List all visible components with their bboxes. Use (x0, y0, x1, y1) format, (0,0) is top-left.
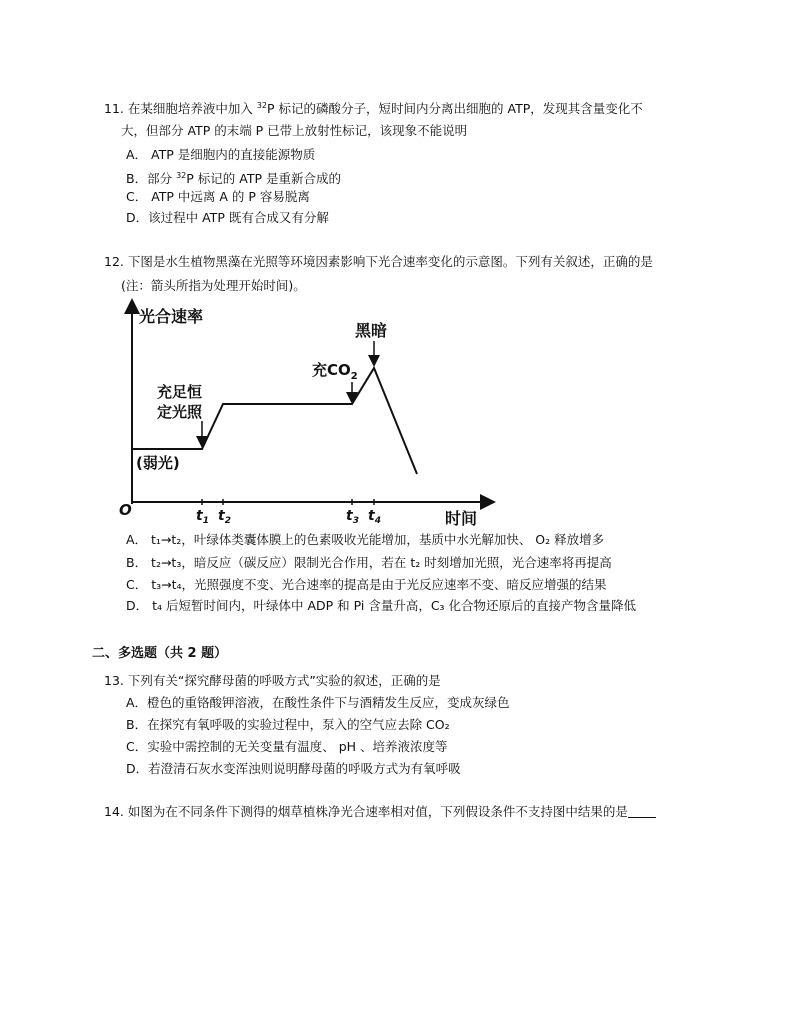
tick-label-t4: $t_4$ (368, 508, 381, 526)
q11-option-a: A． ATP 是细胞内的直接能源物质 (126, 147, 316, 162)
q13-option-d: D．若澄清石灰水变浑浊则说明酵母菌的呼吸方式为有氧呼吸 (126, 761, 461, 776)
q12-option-a: A． t₁→t₂，叶绿体类囊体膜上的色素吸收光能增加，基质中水光解加快、 O₂ 释放增多 (126, 532, 605, 547)
q12-option-d: D． t₄ 后短暂时间内，叶绿体中 ADP 和 Pi 含量升高，C₃ 化合物还原后的直接产物含量降低 (126, 598, 637, 613)
section-title: 二、多选题（共 2 题） (92, 646, 228, 661)
q13-option-c: C．实验中需控制的无关变量有温度、 pH 、培养液浓度等 (126, 739, 448, 754)
q13-stem: 13. 下列有关“探究酵母菌的呼吸方式”实验的叙述，正确的是 (104, 673, 441, 688)
co2-label: 充$CO_2$ (312, 361, 358, 382)
q11-option-b: B．部分 $^{32}$P 标记的 ATP 是重新合成的 (126, 171, 341, 186)
tick-label-t3: $t_3$ (346, 508, 359, 526)
q12-stem-line2: (注：箭头所指为处理开始时间)。 (121, 278, 306, 293)
q11-stem-line1: 11. 在某细胞培养液中加入 $^{32}$P 标记的磷酸分子，短时间内分离出细胞的 ATP，发现其含量变化不 (104, 101, 643, 116)
tick-label-t1: $t_1$ (196, 508, 209, 526)
origin-label: O (119, 501, 132, 519)
q11-option-c: C． ATP 中远离 A 的 P 容易脱离 (126, 189, 310, 204)
answer-blank[interactable] (628, 805, 656, 818)
weak-light-label: (弱光) (136, 454, 180, 472)
q11-option-d: D．该过程中 ATP 既有合成又有分解 (126, 210, 329, 225)
constant-light-label-line1: 充足恒 (157, 383, 203, 401)
q13-option-b: B．在探究有氧呼吸的实验过程中，泵入的空气应去除 CO₂ (126, 717, 450, 732)
q12-stem-line1: 12. 下图是水生植物黑藻在光照等环境因素影响下光合速率变化的示意图。下列有关叙述，正确的是 (104, 254, 653, 269)
dark-label: 黑暗 (355, 321, 388, 340)
q13-option-a: A．橙色的重铬酸钾溶液，在酸性条件下与酒精发生反应，变成灰绿色 (126, 695, 510, 710)
x-axis-label: 时间 (445, 509, 478, 528)
q14-stem: 14. 如图为在不同条件下测得的烟草植株净光合速率相对值，下列假设条件不支持图中结果的是 (104, 803, 656, 821)
q12-option-c: C． t₃→t₄，光照强度不变、光合速率的提高是由于光反应速率不变、暗反应增强的结果 (126, 577, 607, 592)
constant-light-label-line2: 定光照 (157, 403, 203, 421)
q11-stem-line2: 大，但部分 ATP 的末端 P 已带上放射性标记，该现象不能说明 (121, 123, 468, 138)
y-axis-label: 光合速率 (139, 307, 204, 326)
q12-option-b: B． t₂→t₃，暗反应（碳反应）限制光合作用，若在 t₂ 时刻增加光照，光合速率将再提高 (126, 555, 612, 570)
q11-isotope-mass: 32 (256, 101, 268, 110)
photosynthesis-rate-chart (110, 296, 500, 532)
tick-label-t2: $t_2$ (218, 508, 231, 526)
